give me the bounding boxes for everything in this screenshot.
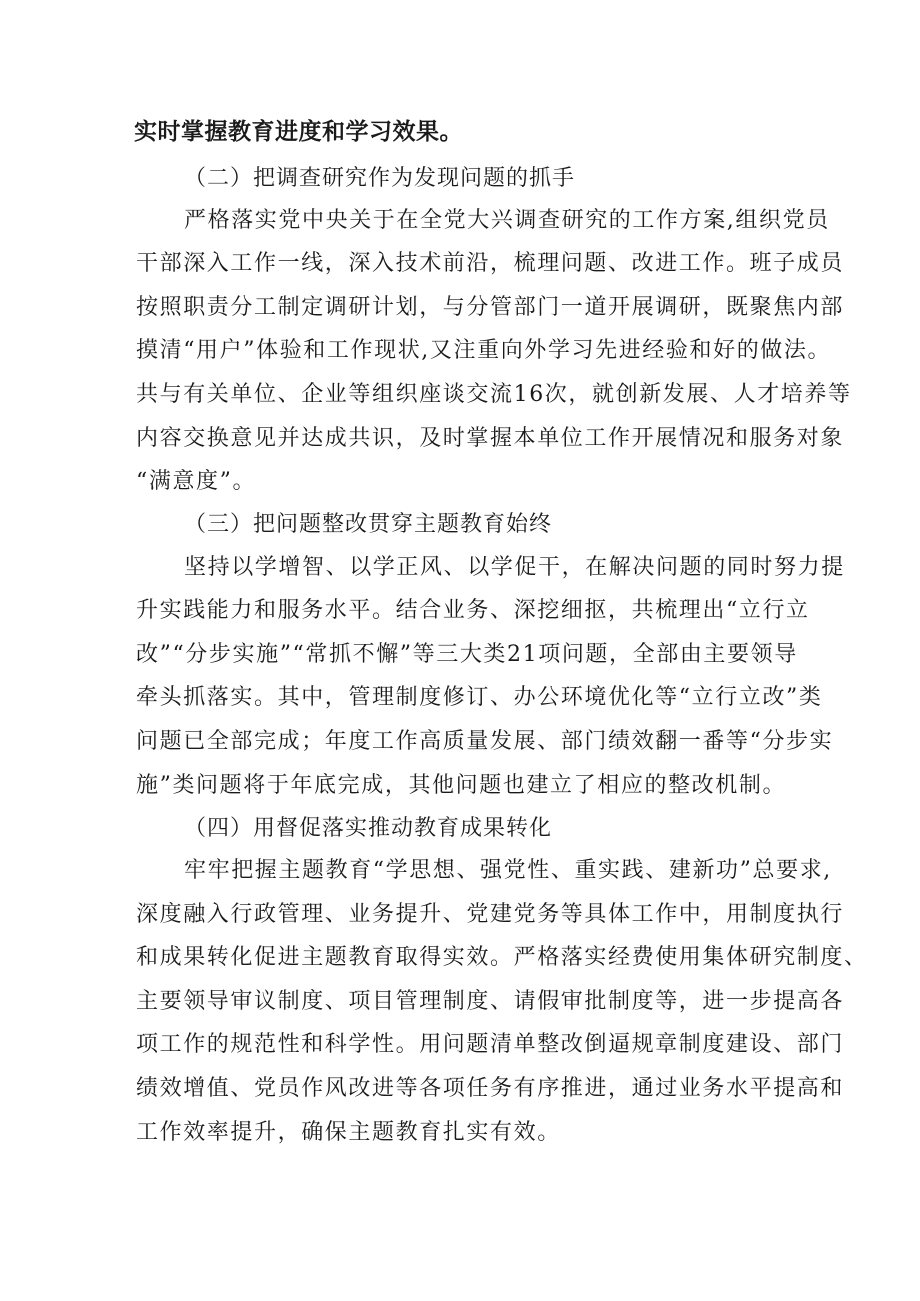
paragraph-line: 摸清“用户”体验和工作现状,又注重向外学习先进经验和好的做法。: [136, 338, 832, 363]
paragraph-line: 牵头抓落实。其中，管理制度修订、办公环境优化等“立行立改”类: [136, 685, 823, 710]
paragraph-line: 牢牢把握主题教育“学思想、强党性、重实践、建新功”总要求,: [184, 858, 832, 883]
paragraph-line: 按照职责分工制定调研计划，与分管部门一道开展调研，既聚焦内部: [136, 295, 845, 320]
paragraph-line: 坚持以学增智、以学正风、以学促干，在解决问题的同时努力提: [184, 555, 845, 580]
paragraph-line: 共与有关单位、企业等组织座谈交流16次，就创新发展、人才培养等: [136, 382, 852, 407]
paragraph-line: 严格落实党中央关于在全党大兴调查研究的工作方案,组织党员: [184, 208, 830, 233]
paragraph-line: 问题已全部完成；年度工作高质量发展、部门绩效翻一番等“分步实: [136, 729, 834, 754]
paragraph-line: 工作效率提升，确保主题教育扎实有效。: [136, 1120, 561, 1145]
section-heading-2: （二）把调查研究作为发现问题的抓手: [184, 166, 576, 191]
paragraph-line: “满意度”。: [136, 469, 257, 494]
paragraph-line: 改”“分步实施”“常抓不懈”等三大类21项问题，全部由主要领导: [136, 642, 798, 667]
section-heading-3: （三）把问题整改贯穿主题教育始终: [184, 512, 553, 537]
section-heading-4: （四）用督促落实推动教育成果转化: [184, 816, 553, 841]
paragraph-line: 深度融入行政管理、业务提升、党建党务等具体工作中，用制度执行: [136, 902, 845, 927]
paragraph-line: 绩效增值、党员作风改进等各项任务有序推进，通过业务水平提高和: [136, 1076, 845, 1101]
paragraph-line: 主要领导审议制度、项目管理制度、请假审批制度等，进一步提高各: [136, 989, 845, 1014]
paragraph-line: 和成果转化促进主题教育取得实效。严格落实经费使用集体研究制度、: [136, 945, 868, 970]
paragraph-line: 项工作的规范性和科学性。用问题清单整改倒逼规章制度建设、部门: [136, 1032, 845, 1057]
lead-line: 实时掌握教育进度和学习效果。: [134, 119, 463, 145]
paragraph-line: 施”类问题将于年底完成，其他问题也建立了相应的整改机制。: [136, 773, 787, 798]
paragraph-line: 升实践能力和服务水平。结合业务、深挖细抠，共梳理出“立行立: [136, 598, 810, 623]
paragraph-line: 内容交换意见并达成共识，及时掌握本单位工作开展情况和服务对象: [136, 426, 845, 451]
paragraph-line: 干部深入工作一线，深入技术前沿，梳理问题、改进工作。班子成员: [136, 251, 845, 276]
